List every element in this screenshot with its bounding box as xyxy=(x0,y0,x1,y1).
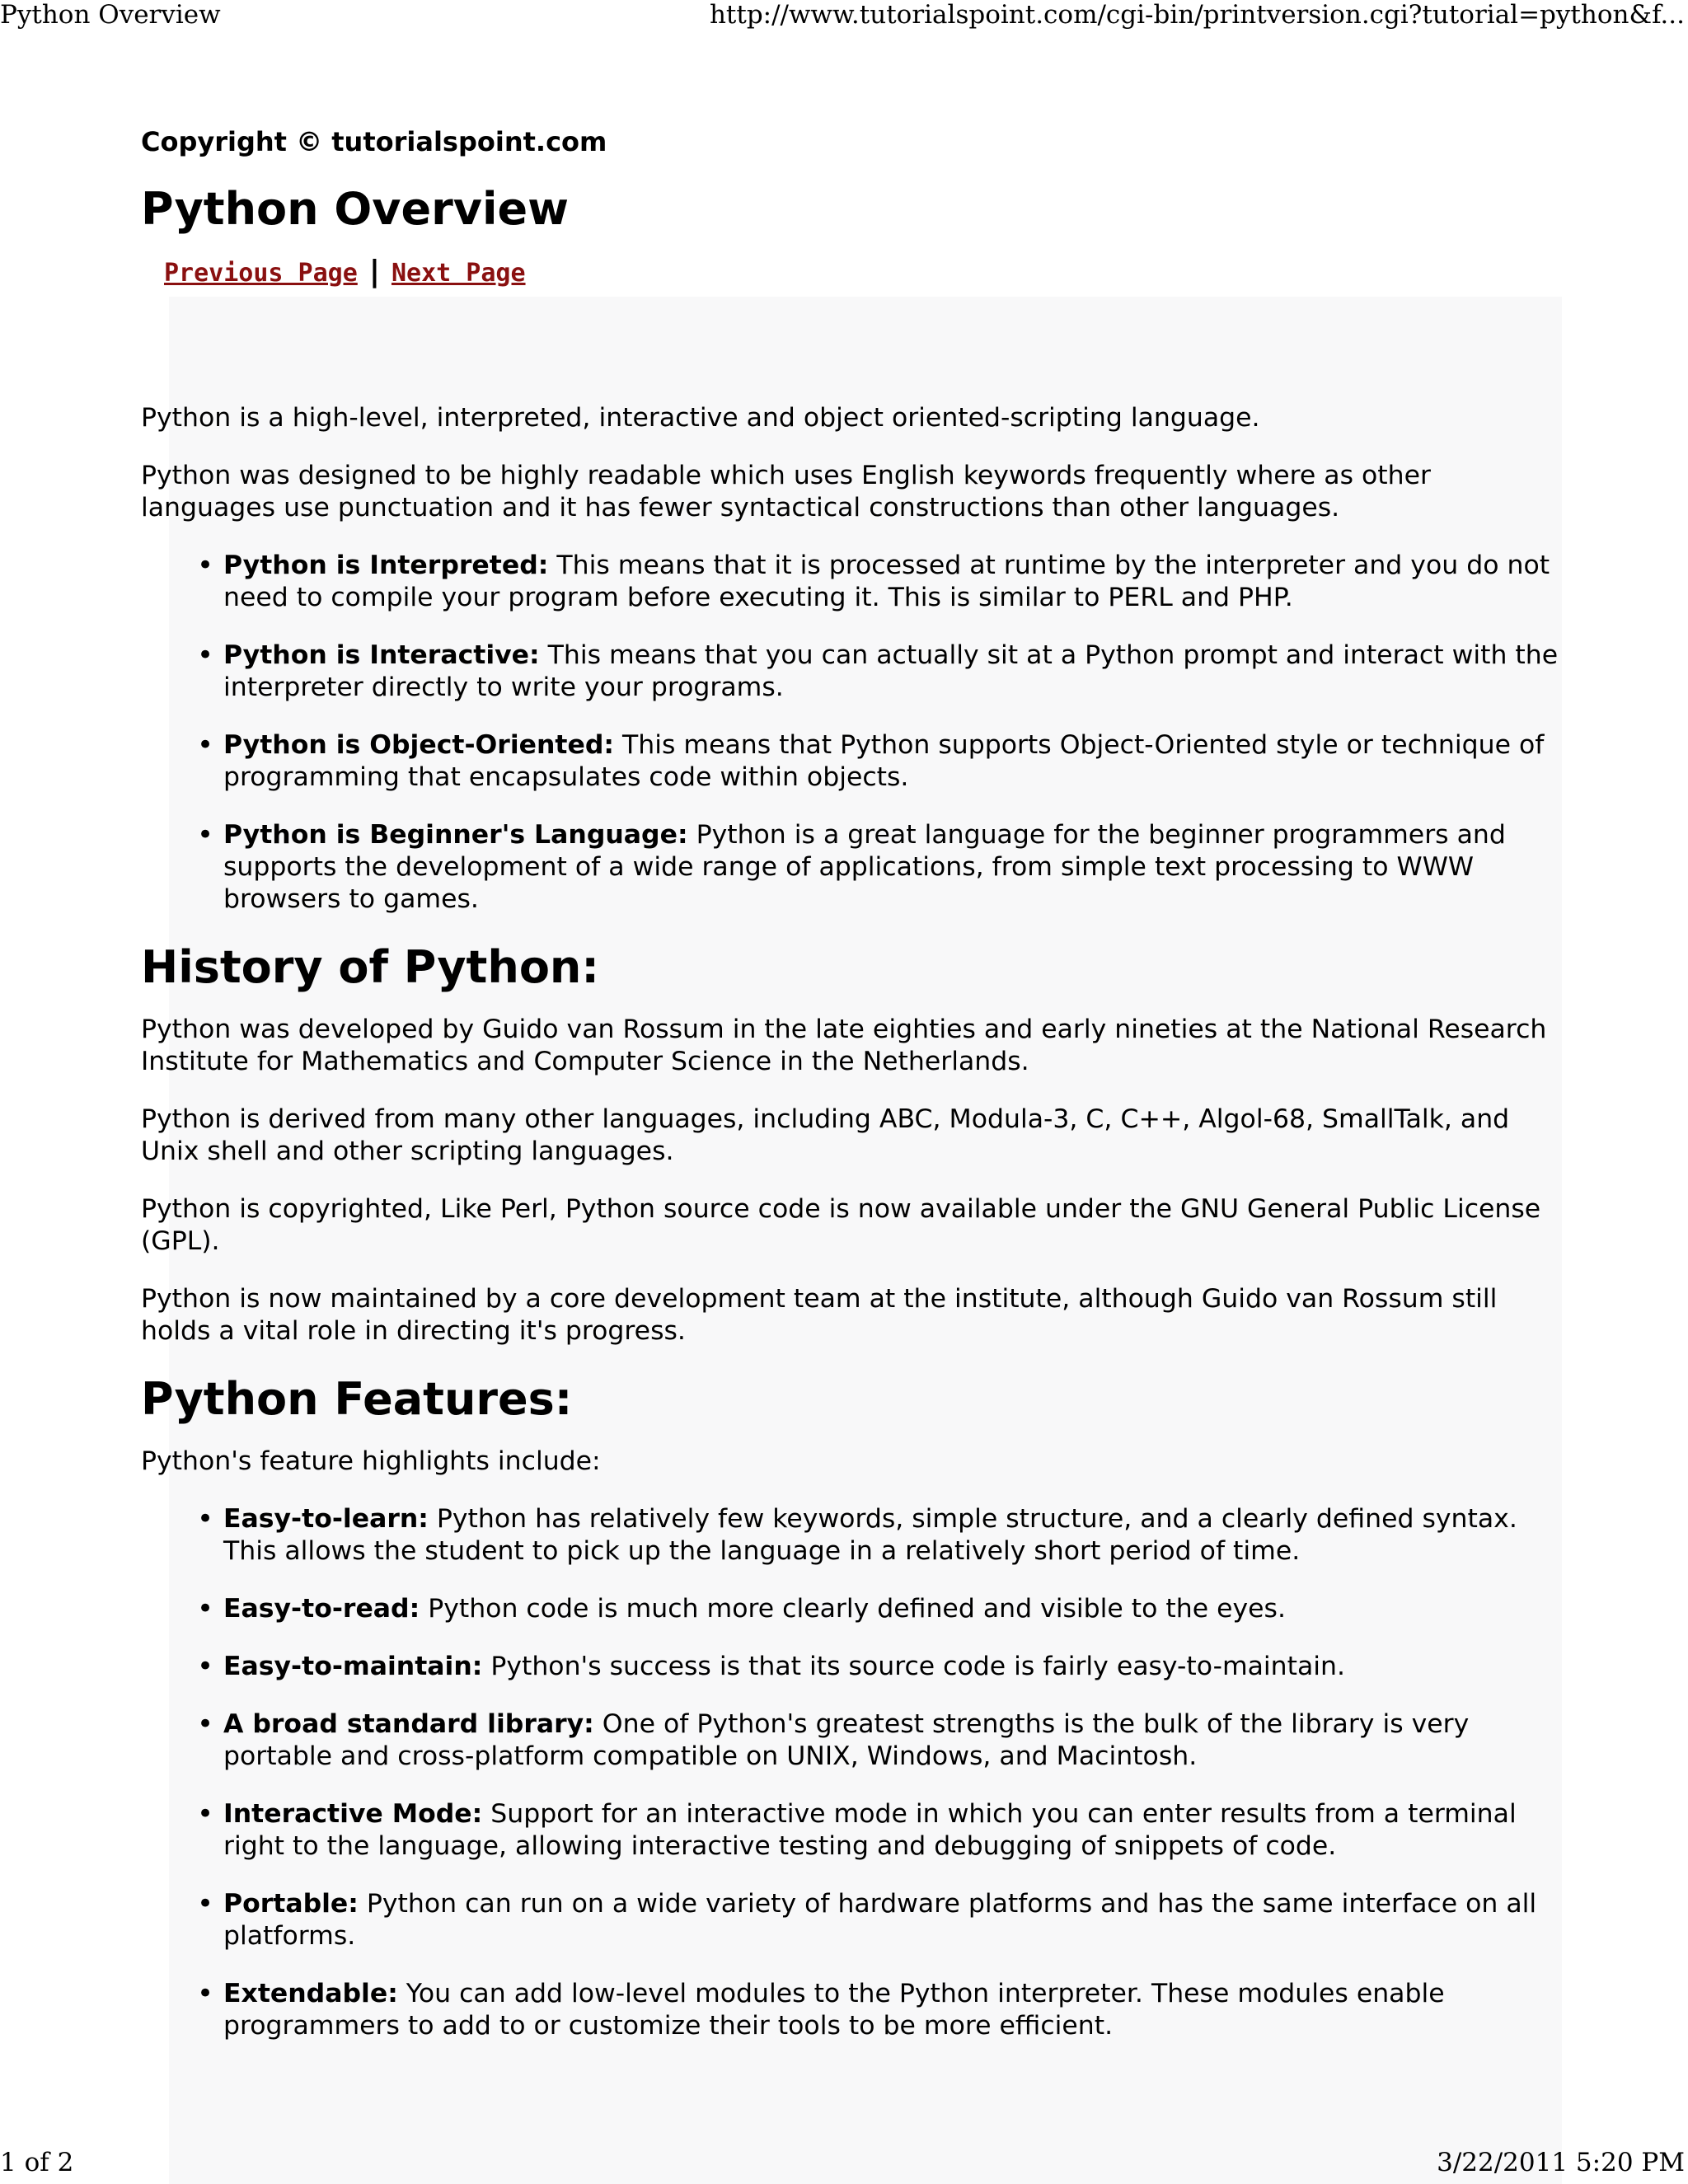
article xyxy=(141,122,1559,2068)
previous-page-link[interactable]: Previous Page xyxy=(164,259,358,288)
list-item-text: Python can run on a wide variety of hardware platforms and has the same interface on all platforms. xyxy=(223,1889,1537,1951)
print-footer-datetime: 3/22/2011 5:20 PM xyxy=(1437,2148,1685,2177)
list-item-text: Python has relatively few keywords, simple structure, and a clearly defined syntax. This allows the student to pick up the language in a relatively short period of time. xyxy=(223,1504,1517,1566)
list-item-text: Support for an interactive mode in which you can enter results from a terminal right to the language, allowing interactive testing and debugging of snippets of code. xyxy=(223,1799,1517,1861)
nav-separator: | xyxy=(368,255,380,288)
features-list xyxy=(141,1503,1559,2042)
list-item xyxy=(223,1593,1559,1625)
list-item-text: Python code is much more clearly defined and visible to the eyes. xyxy=(420,1594,1286,1624)
copyright-notice: Copyright © tutorialspoint.com xyxy=(141,126,607,157)
list-item-term: Portable: xyxy=(223,1889,359,1919)
list-item xyxy=(223,550,1559,614)
list-item-term: Python is Beginner's Language: xyxy=(223,820,688,850)
list-item xyxy=(223,1708,1559,1773)
list-item-text: This means that Python supports Object-Oriented style or technique of programming that encapsulates code within objects. xyxy=(223,730,1545,792)
history-paragraph-4: Python is now maintained by a core development team at the institute, although Guido van Rossum still holds a vital role in directing it's progress. xyxy=(141,1284,1498,1346)
list-item-term: Easy-to-learn: xyxy=(223,1504,429,1534)
history-heading: History of Python: xyxy=(141,941,599,993)
list-item-text: This means that you can actually sit at a Python prompt and interact with the interpreter directly to write your programs. xyxy=(223,640,1559,702)
list-item-term: Easy-to-maintain: xyxy=(223,1652,483,1681)
features-intro: Python's feature highlights include: xyxy=(141,1446,601,1476)
history-paragraph-3: Python is copyrighted, Like Perl, Python source code is now available under the GNU General Public License (GPL). xyxy=(141,1194,1541,1256)
list-item-term: A broad standard library: xyxy=(223,1709,594,1739)
list-item-term: Python is Interpreted: xyxy=(223,551,549,580)
list-item-text: You can add low-level modules to the Python interpreter. These modules enable programmers to add to or customize their tools to be more efficient. xyxy=(223,1979,1445,2041)
list-item xyxy=(223,1651,1559,1683)
list-item-term: Easy-to-read: xyxy=(223,1594,420,1624)
page-title: Python Overview xyxy=(141,183,569,235)
list-item-text: One of Python's greatest strengths is the bulk of the library is very portable and cross-platform compatible on UNIX, Windows, and Macintosh. xyxy=(223,1709,1470,1771)
list-item xyxy=(223,1798,1559,1863)
intro-list xyxy=(141,550,1559,916)
next-page-link[interactable]: Next Page xyxy=(391,259,526,288)
list-item xyxy=(223,640,1559,704)
list-item xyxy=(223,1503,1559,1568)
list-item xyxy=(223,1888,1559,1952)
print-footer-page: 1 of 2 xyxy=(0,2148,74,2177)
list-item xyxy=(223,819,1559,916)
list-item xyxy=(223,729,1559,794)
page-navigation xyxy=(164,255,1559,290)
print-header xyxy=(0,0,1688,33)
print-header-title: Python Overview xyxy=(0,0,221,30)
features-heading: Python Features: xyxy=(141,1373,573,1425)
list-item-term: Python is Object-Oriented: xyxy=(223,730,614,760)
history-paragraph-2: Python is derived from many other languages, including ABC, Modula-3, C, C++, Algol-68, SmallTalk, and Unix shell and other scripting languages. xyxy=(141,1104,1510,1166)
list-item-text: This means that it is processed at runtime by the interpreter and you do not need to compile your program before executing it. This is similar to PERL and PHP. xyxy=(223,551,1550,612)
history-paragraph-1: Python was developed by Guido van Rossum in the late eighties and early nineties at the National Research Institute for Mathematics and Computer Science in the Netherlands. xyxy=(141,1015,1547,1076)
print-header-url: http://www.tutorialspoint.com/cgi-bin/printversion.cgi?tutorial=python&f... xyxy=(709,0,1685,30)
list-item-text: Python's success is that its source code is fairly easy-to-maintain. xyxy=(482,1652,1346,1681)
list-item-term: Interactive Mode: xyxy=(223,1799,483,1829)
intro-paragraph-1: Python is a high-level, interpreted, interactive and object oriented-scripting language. xyxy=(141,403,1260,433)
print-footer xyxy=(0,2148,1688,2181)
intro-paragraph-2: Python was designed to be highly readable which uses English keywords frequently where as other languages use punctuation and it has fewer syntactical constructions than other languages. xyxy=(141,461,1431,523)
list-item-term: Extendable: xyxy=(223,1979,398,2008)
list-item-term: Python is Interactive: xyxy=(223,640,540,670)
list-item-text: Python is a great language for the beginner programmers and supports the development of a wide range of applications, from simple text processing to WWW browsers to games. xyxy=(223,820,1506,914)
list-item xyxy=(223,1978,1559,2042)
